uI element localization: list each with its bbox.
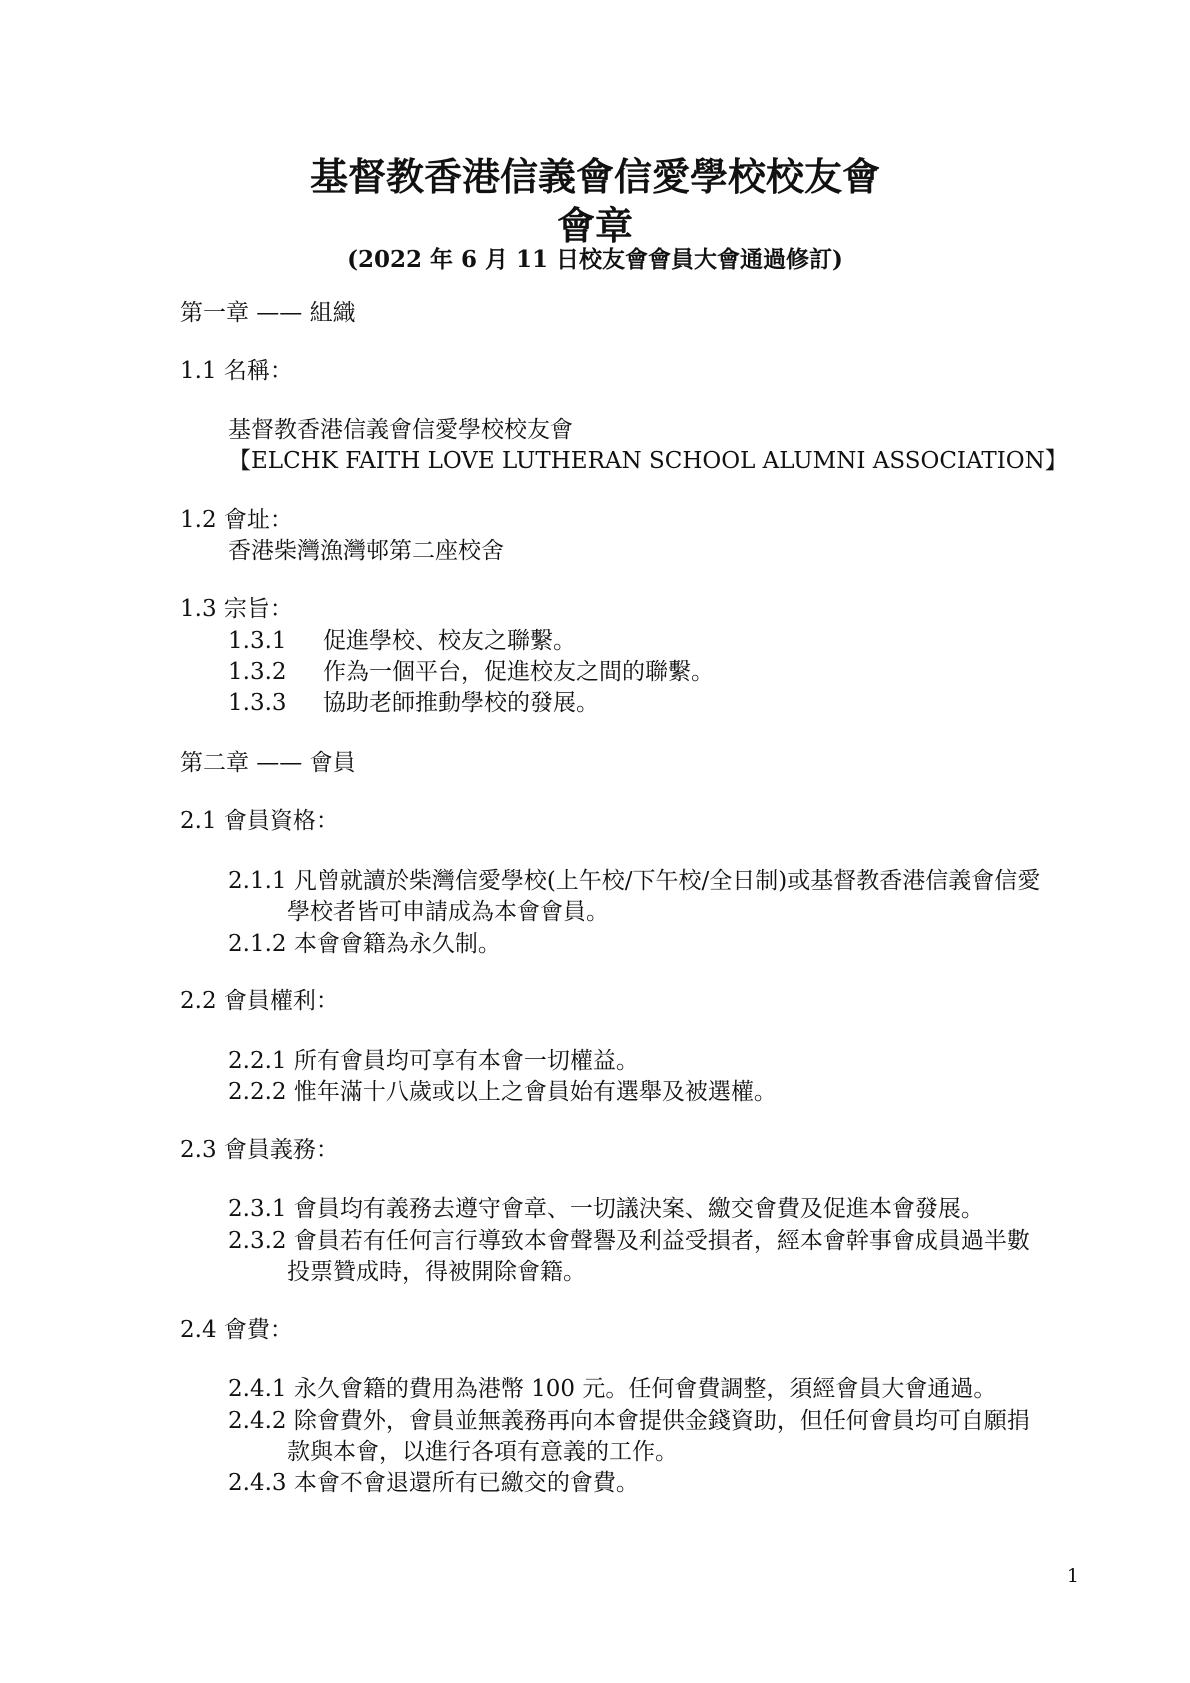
- section-2-3-label: 2.3 會員義務：: [180, 1137, 339, 1163]
- clause-2-1-1-continued: 學校者皆可申請成為本會會員。: [287, 899, 609, 925]
- clause-2-4-2: 2.4.2 除會費外，會員並無義務再向本會提供金錢資助，但任何會員均可自願捐: [228, 1408, 1030, 1434]
- revision-note: (2022 年 6 月 11 日校友會會員大會通過修訂): [347, 246, 843, 273]
- clause-2-3-2-continued: 投票贊成時，得被開除會籍。: [287, 1259, 586, 1285]
- list-item: 促進學校、校友之聯繫。: [323, 628, 576, 654]
- document-title: 基督教香港信義會信愛學校校友會: [309, 154, 880, 199]
- association-name-zh: 基督教香港信義會信愛學校校友會: [228, 417, 573, 443]
- clause-2-3-1: 2.3.1 會員均有義務去遵守會章、一切議決案、繳交會費及促進本會發展。: [228, 1196, 984, 1222]
- chapter-1-heading: 第一章 —— 組織: [180, 300, 356, 326]
- association-name-en: 【ELCHK FAITH LOVE LUTHERAN SCHOOL ALUMNI ASSOCIATION】: [228, 448, 1068, 474]
- section-1-1-label: 1.1 名稱：: [180, 358, 293, 384]
- list-item: 作為一個平台，促進校友之間的聯繫。: [323, 659, 714, 685]
- clause-2-4-2-continued: 款與本會，以進行各項有意義的工作。: [287, 1439, 678, 1465]
- clause-2-1-1: 2.1.1 凡曾就讀於柴灣信愛學校(上午校/下午校/全日制)或基督教香港信義會信愛: [228, 868, 1041, 894]
- clause-2-3-2: 2.3.2 會員若有任何言行導致本會聲譽及利益受損者，經本會幹事會成員過半數: [228, 1228, 1030, 1254]
- section-2-4-label: 2.4 會費：: [180, 1317, 293, 1343]
- section-2-2-label: 2.2 會員權利：: [180, 988, 339, 1014]
- list-item-number: 1.3.2: [228, 659, 287, 685]
- address: 香港柴灣漁灣邨第二座校舍: [228, 538, 504, 564]
- clause-2-2-2: 2.2.2 惟年滿十八歲或以上之會員始有選舉及被選權。: [228, 1079, 777, 1105]
- list-item-number: 1.3.3: [228, 690, 287, 716]
- section-2-1-label: 2.1 會員資格：: [180, 808, 339, 834]
- document-subtitle: 會章: [556, 203, 633, 248]
- section-1-3-label: 1.3 宗旨：: [180, 596, 293, 622]
- clause-2-4-3: 2.4.3 本會不會退還所有已繳交的會費。: [228, 1470, 639, 1496]
- clause-2-2-1: 2.2.1 所有會員均可享有本會一切權益。: [228, 1048, 639, 1074]
- chapter-2-heading: 第二章 —— 會員: [180, 750, 356, 776]
- list-item-number: 1.3.1: [228, 628, 287, 654]
- list-item: 協助老師推動學校的發展。: [323, 690, 599, 716]
- clause-2-1-2: 2.1.2 本會會籍為永久制。: [228, 931, 501, 957]
- clause-2-4-1: 2.4.1 永久會籍的費用為港幣 100 元。任何會費調整，須經會員大會通過。: [228, 1376, 997, 1402]
- section-1-2-label: 1.2 會址：: [180, 507, 293, 533]
- page-number: 1: [1066, 1565, 1079, 1587]
